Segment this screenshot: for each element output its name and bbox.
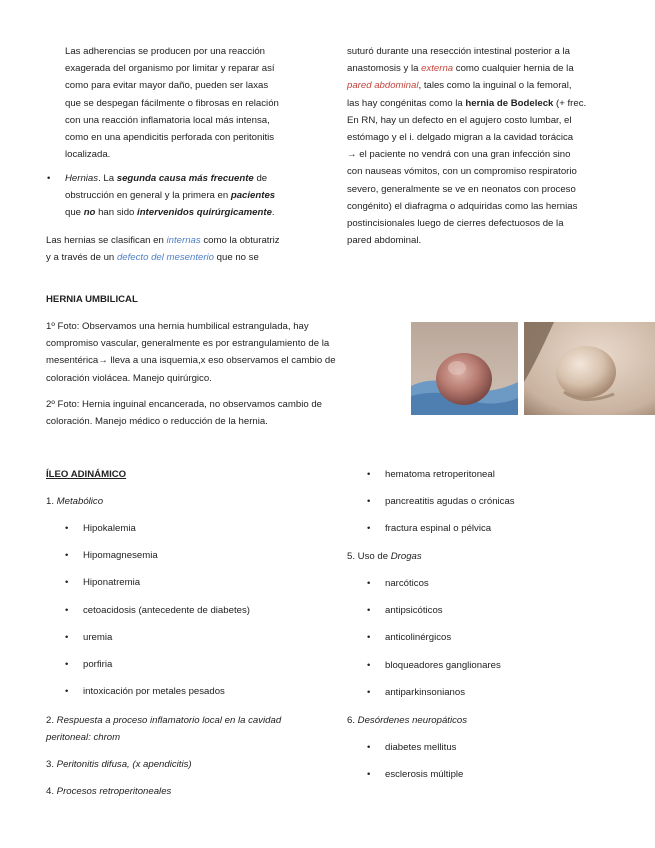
text-line: como para evitar mayor daño, pueden ser laxas xyxy=(65,80,269,92)
text: obstrucción en general y la primera en xyxy=(65,190,231,202)
section-title xyxy=(46,756,346,773)
text-line: con nauseas vómitos, con un compromiso respiratorio xyxy=(347,166,577,178)
retroperitoneales-list xyxy=(367,466,637,548)
ileo-section-6 xyxy=(347,712,637,729)
ileo-section-3 xyxy=(46,756,346,773)
emphasis: pacientes xyxy=(230,190,276,202)
text-line xyxy=(46,232,326,249)
metabolico-list xyxy=(65,520,345,710)
list-item: • antiparkinsonianos xyxy=(367,684,637,711)
adherencias-paragraph xyxy=(65,43,325,163)
text-line: coloración violácea. Manejo quirúrgico. xyxy=(46,372,212,384)
emphasis: segunda causa más frecuente xyxy=(116,173,254,184)
text-line xyxy=(65,187,325,204)
text: como cualquier hernia de la xyxy=(453,63,574,75)
text: que no se xyxy=(214,252,259,264)
list-item: • bloqueadores ganglionares xyxy=(367,657,637,684)
text-line: compromiso vascular, generalmente es por estrangulamiento de la xyxy=(46,338,330,350)
text-line: como en una apendicitis perforada con peritonitis xyxy=(65,132,275,144)
text: 6. xyxy=(347,715,358,726)
text: y a través de un xyxy=(46,252,117,264)
text-line xyxy=(65,170,325,187)
internas-link[interactable]: internas xyxy=(166,235,201,246)
text-line: suturó durante una resección intestinal posterior a la xyxy=(347,46,570,57)
text-line: estómago y el i. delgado migran a la cavidad torácica xyxy=(347,132,574,144)
text-line: 1º Foto: Observamos una hernia humbilical estrangulada, hay xyxy=(46,321,309,332)
list-item: • diabetes mellitus xyxy=(367,739,637,766)
text: peritoneal: chrom xyxy=(46,732,121,744)
text-line xyxy=(347,77,617,94)
classify-paragraph xyxy=(46,232,326,266)
text-line: localizada. xyxy=(65,149,111,161)
ileo-section-4 xyxy=(46,783,346,800)
text: , tales como la inguinal o la femoral, xyxy=(418,80,572,92)
list-item: • narcóticos xyxy=(367,575,637,602)
text: Respuesta a proceso inflamatorio local en la cavidad xyxy=(56,715,282,726)
text-line: pared abdominal. xyxy=(347,235,422,247)
emphasis: intervenidos quirúrgicamente xyxy=(137,207,272,219)
text-line xyxy=(347,60,617,77)
bodeleck-term: hernia de Bodeleck xyxy=(465,97,554,109)
text-line xyxy=(65,204,325,221)
text-line: coloración. Manejo médico o reducción de la hernia. xyxy=(46,416,268,428)
section-title xyxy=(46,712,346,729)
text-line: mesentérica→ lleva a una isquemia,x eso observamos el cambio de xyxy=(46,355,336,367)
ileo-section-2 xyxy=(46,712,346,746)
text: Procesos retroperitoneales xyxy=(56,786,172,797)
ileo-section-1 xyxy=(46,493,346,510)
text: las hay congénitas como la xyxy=(347,97,466,109)
foto2-paragraph xyxy=(46,396,396,430)
list-item: • uremia xyxy=(65,629,345,656)
foto1-paragraph xyxy=(46,318,396,387)
text: 4. xyxy=(46,786,57,797)
text: . xyxy=(271,207,275,219)
text-line: que se despegan fácilmente o fibrosas en relación xyxy=(65,97,279,109)
text-line: → el paciente no vendrá con una gran infección sino xyxy=(347,149,571,161)
text: (+ frec. xyxy=(553,97,587,109)
inguinal-hernia-photo xyxy=(524,322,655,415)
right-column-paragraph xyxy=(347,43,617,249)
text-line xyxy=(347,95,617,112)
drogas-list xyxy=(367,575,637,711)
section-title xyxy=(46,783,346,800)
text-line: 2º Foto: Hernia inguinal encancerada, no observamos cambio de xyxy=(46,399,323,410)
text-line: En RN, hay un defecto en el agujero costo lumbar, el xyxy=(347,114,572,126)
text: Metabólico xyxy=(56,496,104,507)
text-line xyxy=(46,249,326,266)
umbilical-heading: HERNIA UMBILICAL xyxy=(46,294,138,305)
section-title xyxy=(347,712,637,729)
text-line: congénito) el diafragma o adquiridas como las hernias xyxy=(347,200,578,212)
text-line: postincisionales luego de cierres defectuosos de la xyxy=(347,218,564,230)
externa-term: externa xyxy=(421,63,454,75)
text-line: severo, generalmente se ve en neonatos con proceso xyxy=(347,183,576,195)
text-line: con una reacción inflamatoria local más intensa, xyxy=(65,114,270,126)
umbilical-hernia-photo xyxy=(411,322,518,415)
list-item: • esclerosis múltiple xyxy=(367,766,637,793)
text: anastomosis y la xyxy=(347,63,422,75)
text: Drogas xyxy=(390,551,422,562)
pared-abdominal-term: pared abdominal xyxy=(347,80,419,92)
section-title xyxy=(46,729,346,746)
text-line: exagerada del organismo por limitar y reparar así xyxy=(65,63,275,75)
bullet-mark: • xyxy=(47,173,51,184)
list-item: • intoxicación por metales pesados xyxy=(65,683,345,710)
text: como la obturatriz xyxy=(200,235,280,246)
emphasis: no xyxy=(83,207,96,219)
text: Las hernias se clasifican en xyxy=(46,235,167,246)
text: 2. xyxy=(46,715,57,726)
section-title xyxy=(347,548,637,565)
text: 1. xyxy=(46,496,57,507)
hernias-term: Hernias xyxy=(65,173,99,184)
list-item: • Hipomagnesemia xyxy=(65,547,345,574)
list-item: • cetoacidosis (antecedente de diabetes) xyxy=(65,602,345,629)
list-item: • fractura espinal o pélvica xyxy=(367,520,637,547)
text: Desórdenes neuropáticos xyxy=(357,715,468,726)
defecto-mesenterio-link[interactable]: defecto del mesenterio xyxy=(116,252,214,264)
text: que xyxy=(65,207,84,219)
neuropaticos-list xyxy=(367,739,637,793)
section-title xyxy=(46,493,346,510)
list-item: • pancreatitis agudas o crónicas xyxy=(367,493,637,520)
list-item: • Hipokalemia xyxy=(65,520,345,547)
text: 3. xyxy=(46,759,57,770)
list-item: • porfiria xyxy=(65,656,345,683)
hernias-bullet xyxy=(47,170,325,222)
text: 5. Uso de xyxy=(347,551,391,562)
text-line: Las adherencias se producen por una reacción xyxy=(65,46,266,57)
ileo-section-5 xyxy=(347,548,637,565)
list-item: • antipsicóticos xyxy=(367,602,637,629)
text: Peritonitis difusa, (x apendicitis) xyxy=(56,759,192,770)
ileo-heading: ÍLEO ADINÁMICO xyxy=(46,469,127,480)
list-item: • anticolinérgicos xyxy=(367,629,637,656)
text: de xyxy=(253,173,268,184)
list-item: • Hiponatremia xyxy=(65,574,345,601)
text: . La xyxy=(98,173,117,184)
list-item: • hematoma retroperitoneal xyxy=(367,466,637,493)
text: han sido xyxy=(95,207,138,219)
